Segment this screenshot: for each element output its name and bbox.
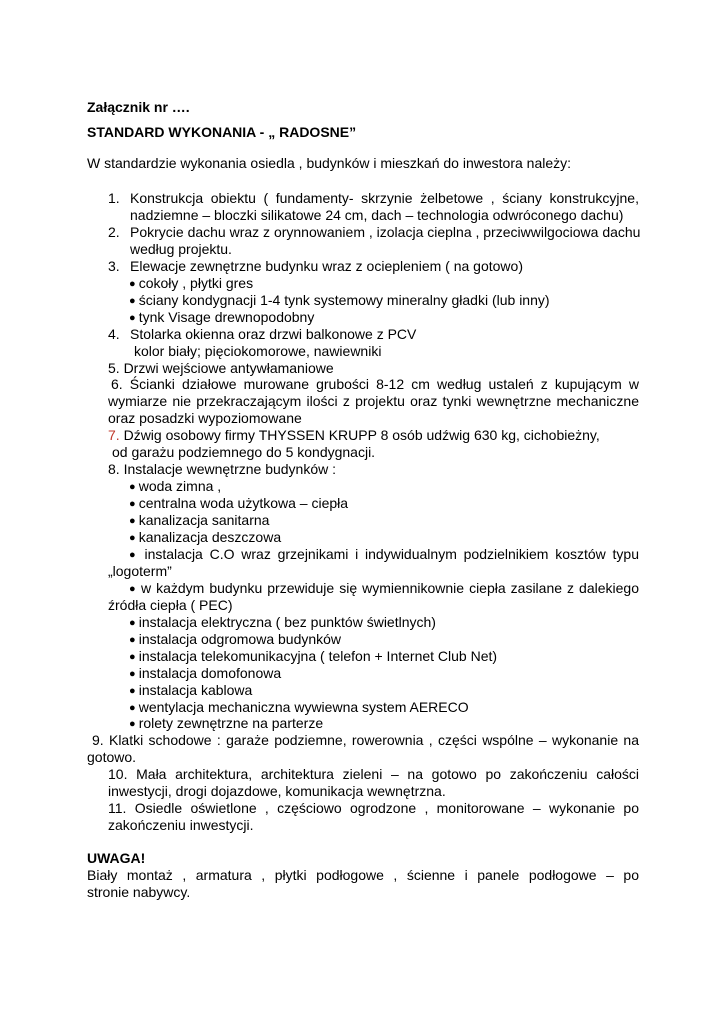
item-7-line-2: od garażu podziemnego do 5 kondygnacji. xyxy=(112,444,376,460)
item-8-bullet-8: ● instalacja domofonowa xyxy=(129,665,681,684)
item-7-line-1 xyxy=(108,427,660,444)
item-6-line-1: 6. Ścianki działowe murowane grubości 8-12 cm według ustaleń z kupującym w xyxy=(111,376,639,392)
item-8-bullet-9: ● instalacja kablowa xyxy=(129,682,681,701)
item-8-bullet-7: ● instalacja telekomunikacyjna ( telefon + Internet Club Net) xyxy=(129,648,681,667)
note-line-2: stronie nabywcy. xyxy=(87,884,191,900)
item-10-line-2: inwestycji, drogi dojazdowe, komunikacja wewnętrzna. xyxy=(108,783,446,799)
item-8-bullet-1: ● woda zimna , xyxy=(129,478,681,497)
item-3-line-1: Elewacje zewnętrzne budynku wraz z ociepleniem ( na gotowo) xyxy=(130,258,523,274)
intro-text: W standardzie wykonania osiedla , budynków i mieszkań do inwestora należy: xyxy=(87,155,572,171)
item-2-number: 2. xyxy=(108,224,120,240)
item-10-line-1: 10. Mała architektura, architektura zieleni – na gotowo po zakończeniu całości xyxy=(108,766,639,782)
item-8-co-line-2: „logoterm” xyxy=(108,563,172,579)
item-7-number: 7. xyxy=(108,427,120,443)
item-6-line-2: wymiarze nie przekraczającym ilości z projektu oraz tynki wewnętrzne mechaniczne xyxy=(108,393,639,409)
note-line-1: Biały montaż , armatura , płytki podłogowe , ścienne i panele podłogowe – po xyxy=(87,867,639,883)
item-3-bullet-3: ● tynk Visage drewnopodobny xyxy=(129,309,681,328)
item-9-line-1: 9. Klatki schodowe : garaże podziemne, rowerownia , części wspólne – wykonanie na xyxy=(92,732,639,748)
item-5-text: 5. Drzwi wejściowe antywłamaniowe xyxy=(108,360,334,376)
item-8-bullet-5: ● instalacja elektryczna ( bez punktów świetlnych) xyxy=(129,614,681,633)
item-8-bullet-4: ● kanalizacja deszczowa xyxy=(129,529,681,548)
item-1-line-1: Konstrukcja obiektu ( fundamenty- skrzynie żelbetowe , ściany konstrukcyjne, xyxy=(130,190,639,206)
item-4-number: 4. xyxy=(108,326,120,342)
annex-label: Załącznik nr …. xyxy=(87,99,190,115)
item-8-pec-line-2: źródła ciepła ( PEC) xyxy=(108,597,233,613)
item-8-bullet-2: ● centralna woda użytkowa – ciepła xyxy=(129,495,681,514)
item-3-bullet-1: ● cokoły , płytki gres xyxy=(129,275,681,294)
item-1-number: 1. xyxy=(108,190,120,206)
item-7-line-1-text: Dźwig osobowy firmy THYSSEN KRUPP 8 osób udźwig 630 kg, cichobieżny, xyxy=(119,427,600,443)
item-2-line-2: według projektu. xyxy=(130,241,232,257)
item-4-line-1: Stolarka okienna oraz drzwi balkonowe z PCV xyxy=(130,326,417,342)
item-11-line-1: 11. Osiedle oświetlone , częściowo ogrodzone , monitorowane – wykonanie po xyxy=(108,800,639,816)
item-8-bullet-11: ● rolety zewnętrzne na parterze xyxy=(129,715,681,734)
item-8-pec-line-1: ● w każdym budynku przewiduje się wymiennikownie ciepła zasilane z dalekiego xyxy=(129,580,639,599)
item-3-bullet-2: ● ściany kondygnacji 1-4 tynk systemowy mineralny gładki (lub inny) xyxy=(129,292,681,311)
item-8-bullet-6: ● instalacja odgromowa budynków xyxy=(129,631,681,650)
item-8-bullet-3: ● kanalizacja sanitarna xyxy=(129,512,681,531)
item-8-bullet-10: ● wentylacja mechaniczna wywiewna system AERECO xyxy=(129,699,681,718)
item-8-co-line-1: ● instalacja C.O wraz grzejnikami i indywidualnym podzielnikiem kosztów typu xyxy=(129,546,639,565)
item-6-line-3: oraz posadzki wypoziomowane xyxy=(108,410,302,426)
item-1-line-2: nadziemne – bloczki silikatowe 24 cm, dach – technologia odwróconego dachu) xyxy=(130,207,624,223)
item-9-line-2: gotowo. xyxy=(87,749,137,765)
note-heading: UWAGA! xyxy=(87,850,146,866)
item-3-number: 3. xyxy=(108,258,120,274)
item-2-line-1: Pokrycie dachu wraz z orynnowaniem , izolacja cieplna , przeciwwilgociowa dachu xyxy=(130,224,641,240)
item-4-line-2: kolor biały; pięciokomorowe, nawiewniki xyxy=(134,343,382,359)
item-11-line-2: zakończeniu inwestycji. xyxy=(108,817,254,833)
item-8-text: 8. Instalacje wewnętrzne budynków : xyxy=(108,461,337,477)
document-title: STANDARD WYKONANIA - „ RADOSNE” xyxy=(87,124,357,140)
